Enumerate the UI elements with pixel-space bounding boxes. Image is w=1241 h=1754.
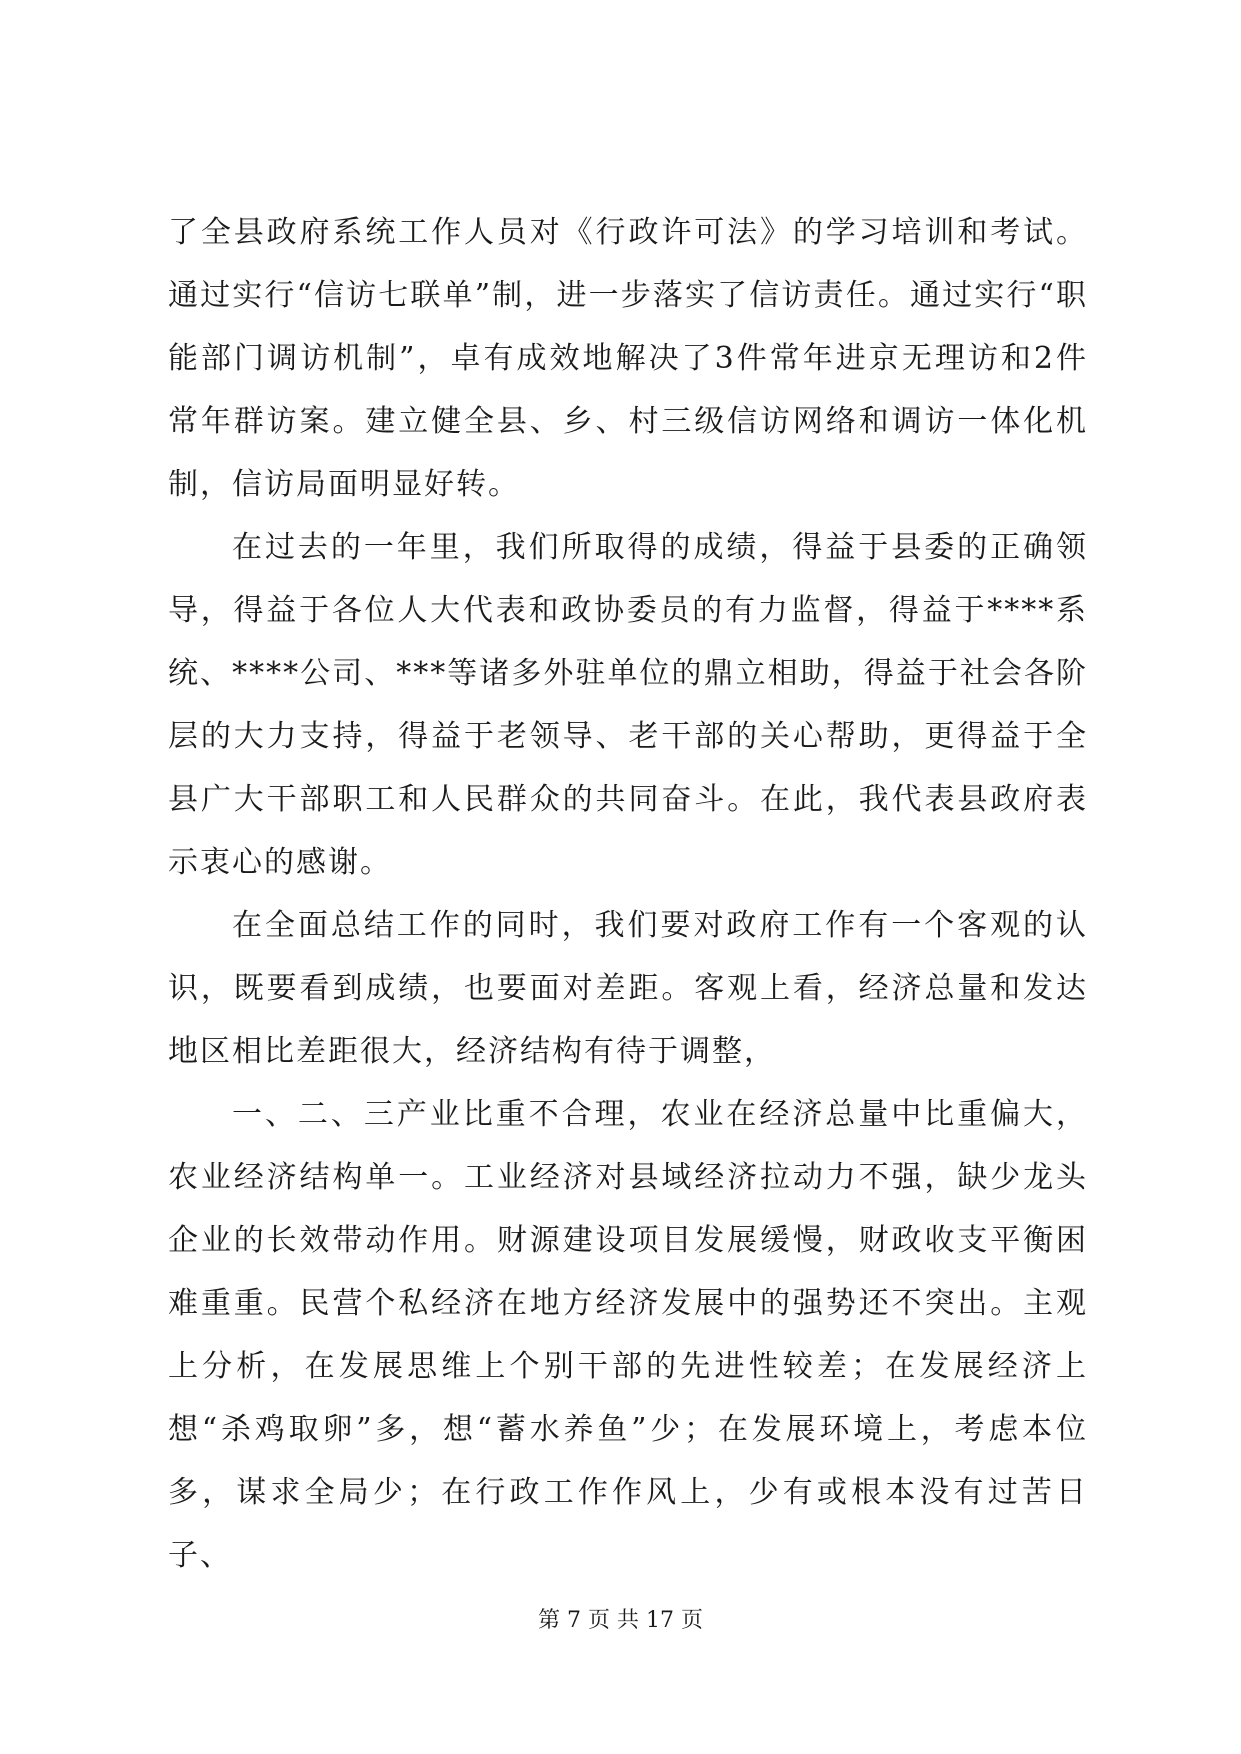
paragraph-4: 一、二、三产业比重不合理，农业在经济总量中比重偏大，农业经济结构单一。工业经济对县域经济拉动力不强，缺少龙头企业的长效带动作用。财源建设项目发展缓慢，财政收支平衡困难重重。民营个私经济在地方经济发展中的强势还不突出。主观上分析，在发展思维上个别干部的先进性较差；在发展经济上想“杀鸡取卵”多，想“蓄水养鱼”少；在发展环境上，考虑本位多，谋求全局少；在行政工作作风上，少有或根本没有过苦日子、 — [168, 1097, 1088, 1573]
paragraph-2: 在过去的一年里，我们所取得的成绩，得益于县委的正确领导，得益于各位人大代表和政协委员的有力监督，得益于****系统、****公司、***等诸多外驻单位的鼎立相助，得益于社会各阶层的大力支持，得益于老领导、老干部的关心帮助，更得益于全县广大干部职工和人民群众的共同奋斗。在此，我代表县政府表示衷心的感谢。 — [168, 530, 1088, 880]
page-number-footer: 第 7 页 共 17 页 — [538, 1608, 703, 1633]
document-body — [168, 201, 1088, 1587]
paragraph-3: 在全面总结工作的同时，我们要对政府工作有一个客观的认识，既要看到成绩，也要面对差距。客观上看，经济总量和发达地区相比差距很大，经济结构有待于调整， — [168, 908, 1088, 1069]
paragraph-1: 了全县政府系统工作人员对《行政许可法》的学习培训和考试。通过实行“信访七联单”制，进一步落实了信访责任。通过实行“职能部门调访机制”，卓有成效地解决了3件常年进京无理访和2件常年群访案。建立健全县、乡、村三级信访网络和调访一体化机制，信访局面明显好转。 — [168, 215, 1088, 502]
